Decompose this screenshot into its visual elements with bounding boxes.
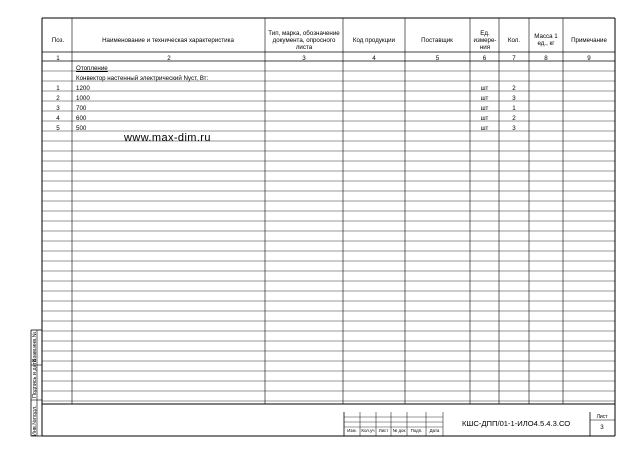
header-qty: Кол. <box>507 36 521 44</box>
header-mass: Масса 1 ед., кг <box>534 33 558 47</box>
header-unit: Ед. измере- ния <box>473 29 497 51</box>
column-number: 3 <box>302 54 306 62</box>
header-note: Примечание <box>571 36 607 44</box>
row-unit: шт <box>480 124 489 132</box>
row-unit: шт <box>480 84 489 92</box>
row-qty: 3 <box>512 94 516 102</box>
header-code: Код продукции <box>352 36 396 44</box>
header-pos: Поз. <box>51 36 65 44</box>
header-name: Наименование и техническая характеристика <box>102 36 234 44</box>
section-title: Отопление <box>76 64 108 72</box>
header-type: Тип, марка, обозначение документа, опросного листа <box>268 29 340 51</box>
row-pos: 5 <box>56 124 60 132</box>
row-qty: 2 <box>512 114 516 122</box>
row-name: 500 <box>76 124 87 132</box>
header-supplier: Поставщик <box>421 36 453 44</box>
sheet-label: Лист <box>596 414 608 420</box>
row-name: 1000 <box>76 94 90 102</box>
stamp-vzam-label: Взам.инв.№ <box>32 331 38 362</box>
row-qty: 2 <box>512 84 516 92</box>
title-block-label: № док <box>392 428 406 433</box>
title-block-label: Подп. <box>410 428 423 433</box>
row-qty: 1 <box>512 104 516 112</box>
column-number: 7 <box>512 54 516 62</box>
column-number: 6 <box>482 54 487 62</box>
stamp-inv-label: Инв.№подл. <box>32 405 38 436</box>
item-group-name: Конвектор настенный электрический Nуст, Вт: <box>76 74 209 82</box>
stamp-podpis-label: Подпись и дата <box>32 359 38 398</box>
column-number: 4 <box>372 54 376 62</box>
watermark: www.max-dim.ru <box>124 132 211 144</box>
row-pos: 3 <box>56 104 60 112</box>
row-qty: 3 <box>512 124 516 132</box>
title-block-label: Дата <box>429 428 440 433</box>
column-number: 1 <box>56 54 60 62</box>
row-unit: шт <box>480 94 489 102</box>
row-name: 700 <box>76 104 87 112</box>
row-pos: 2 <box>56 94 60 102</box>
title-block-label: Лист <box>378 428 389 433</box>
row-pos: 1 <box>56 84 60 92</box>
column-number: 2 <box>167 54 171 62</box>
title-block-label: Кол.уч <box>361 428 375 433</box>
row-unit: шт <box>480 114 489 122</box>
row-name: 600 <box>76 114 87 122</box>
document-code: КШС-ДПП/01-1-ИЛО4.5.4.3.СО <box>462 419 571 428</box>
row-unit: шт <box>480 104 489 112</box>
row-name: 1200 <box>76 84 90 92</box>
sheet-number: 3 <box>600 424 604 431</box>
row-pos: 4 <box>56 114 60 122</box>
title-block-label: Изм. <box>347 428 357 433</box>
column-number: 5 <box>435 54 440 62</box>
column-number: 9 <box>587 54 591 62</box>
column-number: 8 <box>544 54 548 62</box>
